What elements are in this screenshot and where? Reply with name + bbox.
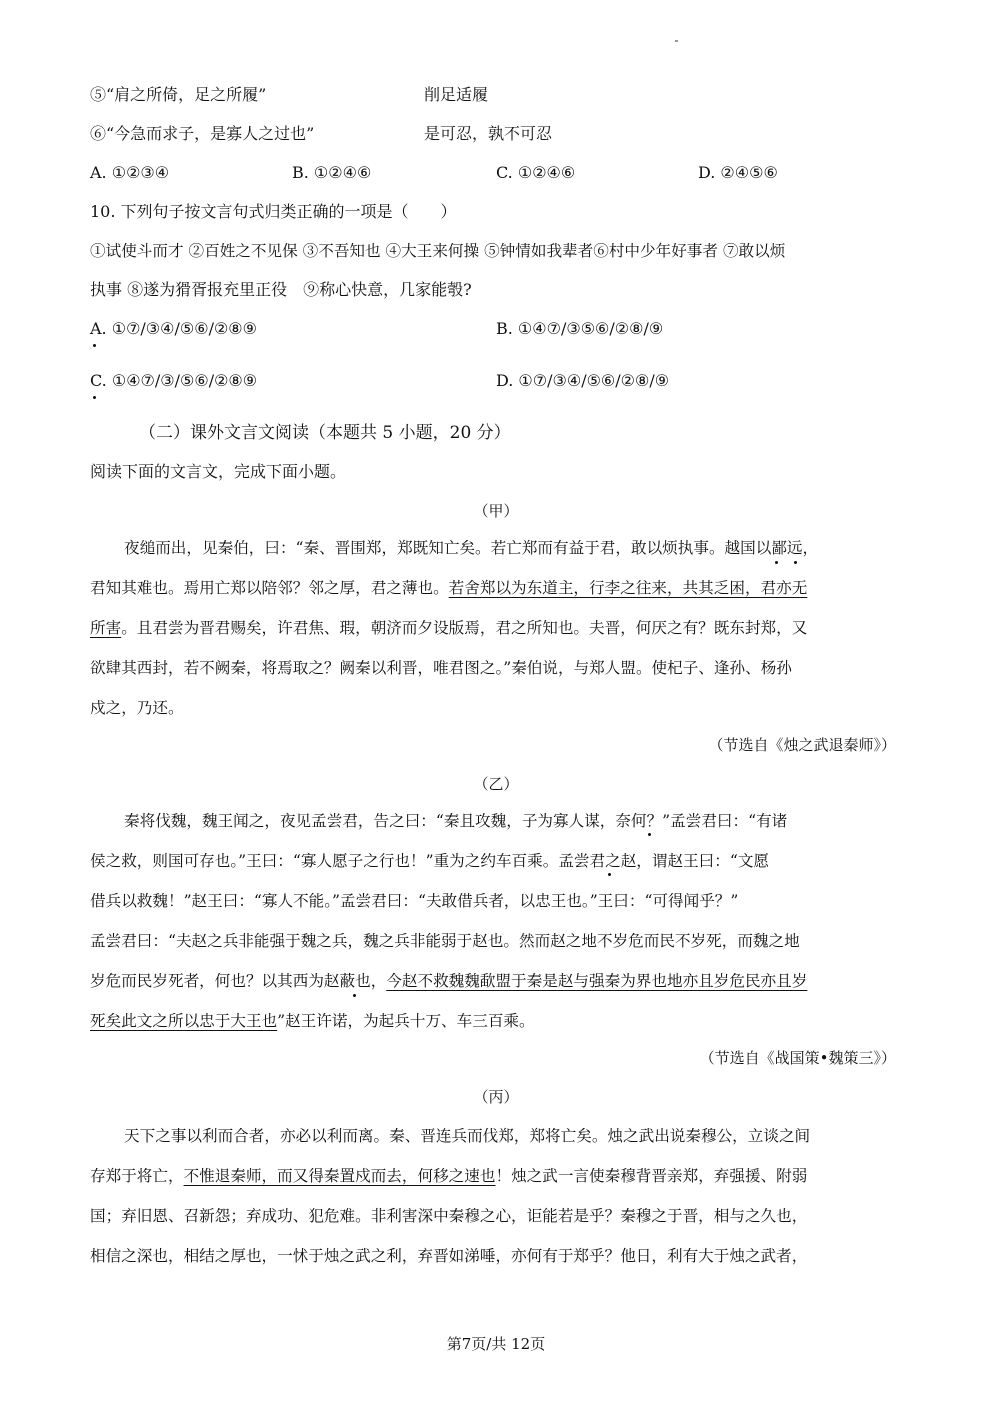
emphasis-dot <box>775 561 778 564</box>
jia-line2-text: 君知其难也。焉用亡郑以陪邻？邻之厚，君之薄也。 <box>90 579 449 597</box>
q10-sentences-line1: ①试使斗而才 ②百姓之不见保 ③不吾知也 ④大王来何操 ⑤钟情如我辈者⑥村中少年好事者 ⑦敢以烦 <box>90 242 786 260</box>
section-title: （二）课外文言文阅读（本题共 5 小题，20 分） <box>139 423 511 443</box>
yi-line3: 借兵以救魏！”赵王曰：“寡人不能。”孟尝君曰：“夫敢借兵者，以忠王也。”王曰：“可得闻乎？” <box>90 892 739 910</box>
emphasis-dot <box>648 833 651 836</box>
yi-underlined-sentence: 今赵不救魏魏歃盟于秦是赵与强秦为界也地亦且岁危民亦且岁 <box>386 972 808 990</box>
jia-underlined-sentence-end: 所害 <box>90 619 122 637</box>
yi-underlined-sentence-end: 死矣此文之所以忠于大王也 <box>90 1012 278 1030</box>
emphasis-dot <box>93 344 96 347</box>
passage-bing-heading: （丙） <box>473 1088 519 1106</box>
yi-line5 <box>90 970 807 992</box>
bing-line4: 相信之深也，相结之厚也，一怵于烛之武之利，弃晋如涕唾，亦何有于郑乎？他日，利有大于烛之武者， <box>90 1247 808 1265</box>
jia-source: （节选自《烛之武退秦师》） <box>708 736 896 754</box>
scan-mark <box>675 40 678 42</box>
q10-option-b: B. ①④⑦/③⑤⑥/②⑧/⑨ <box>496 319 664 338</box>
bing-underlined-sentence: 不惟退秦师，而又得秦置戍而去，何移之速也 <box>183 1167 496 1185</box>
jia-underlined-sentence: 若舍郑以为东道主，行李之往来，共其乏困，君亦无 <box>448 579 808 597</box>
item-5-text: ⑤“肩之所倚，足之所履” <box>90 85 267 104</box>
emphasis-dot <box>794 561 797 564</box>
q9-option-d: D. ②④⑤⑥ <box>698 163 778 182</box>
jia-line5: 戍之，乃还。 <box>90 699 184 717</box>
emphasis-dot <box>93 396 96 399</box>
item-6-text: ⑥“今急而求子，是寡人之过也” <box>90 124 315 143</box>
yi-line6-text: ”赵王许诺，为起兵十万、车三百乘。 <box>277 1012 535 1030</box>
jia-line2 <box>90 577 807 599</box>
item-6-idiom: 是可忍，孰不可忍 <box>424 124 553 143</box>
passage-jia-heading: （甲） <box>473 502 519 520</box>
page-number: 第7页/共 12页 <box>446 1335 546 1353</box>
q10-sentences-line2: 执事 ⑧遂为猾胥报充里正役 ⑨称心快意，几家能彀? <box>90 280 472 299</box>
bing-line2 <box>90 1165 807 1187</box>
q9-option-c: C. ①②④⑥ <box>496 163 576 182</box>
section-instruction: 阅读下面的文言文，完成下面小题。 <box>90 462 347 481</box>
bing-line3: 国；弃旧恩、召新怨；弃成功、犯危难。非利害深中秦穆之心，讵能若是乎？秦穆之于晋，相与之久也， <box>90 1207 808 1225</box>
yi-line4: 孟尝君曰：“夫赵之兵非能强于魏之兵，魏之兵非能弱于赵也。然而赵之地不岁危而民不岁死，而魏之地 <box>90 932 800 950</box>
yi-line5-text: 岁危而民岁死者，何也？以其西为赵蔽也， <box>90 972 387 990</box>
jia-line1: 夜缒而出，见秦伯，曰：“秦、晋围郑，郑既知亡矣。若亡郑而有益于君，敢以烦执事。越国以鄙远， <box>124 539 819 557</box>
passage-yi-heading: （乙） <box>473 775 519 793</box>
item-5-idiom: 削足适履 <box>424 85 489 104</box>
bing-line2-text-a: 存郑于将亡， <box>90 1167 184 1185</box>
yi-line2: 侯之救，则国可存也。”王曰：“寡人愿子之行也！”重为之约车百乘。孟尝君之赵，谓赵王曰：“文愿 <box>90 852 770 870</box>
q9-option-a: A. ①②③④ <box>90 163 170 182</box>
item-5-row <box>90 84 489 106</box>
bing-line1: 天下之事以利而合者，亦必以利而离。秦、晋连兵而伐郑，郑将亡矣。烛之武出说秦穆公，立谈之间 <box>124 1127 811 1145</box>
bing-line2-text-b: ！烛之武一言使秦穆背晋亲郑，弃强援、附弱 <box>495 1167 808 1185</box>
q10-option-d: D. ①⑦/③④/⑤⑥/②⑧/⑨ <box>496 371 670 390</box>
q10-stem: 10. 下列句子按文言句式归类正确的一项是（ ） <box>90 202 457 221</box>
q9-option-b: B. ①②④⑥ <box>292 163 372 182</box>
jia-line3 <box>90 617 807 639</box>
emphasis-dot <box>353 994 356 997</box>
q10-option-a: A. ①⑦/③④/⑤⑥/②⑧⑨ <box>90 319 257 338</box>
emphasis-dot <box>608 873 611 876</box>
item-6-row <box>90 123 553 145</box>
jia-line4: 欲肆其西封，若不阙秦，将焉取之？阙秦以利晋，唯君图之。”秦伯说，与郑人盟。使杞子、逢孙、杨孙 <box>90 659 792 677</box>
yi-source: （节选自《战国策•魏策三》） <box>699 1049 896 1067</box>
jia-line3-text: 。且君尝为晋君赐矣，许君焦、瑕，朝济而夕设版焉，君之所知也。夫晋，何厌之有？既东封郑，又 <box>121 619 808 637</box>
q10-option-c: C. ①④⑦/③/⑤⑥/②⑧⑨ <box>90 371 258 390</box>
yi-line1: 秦将伐魏，魏王闻之，夜见孟尝君，告之曰：“秦且攻魏，子为寡人谋，奈何？”孟尝君曰：“有诸 <box>124 812 788 830</box>
yi-line6 <box>90 1010 535 1032</box>
